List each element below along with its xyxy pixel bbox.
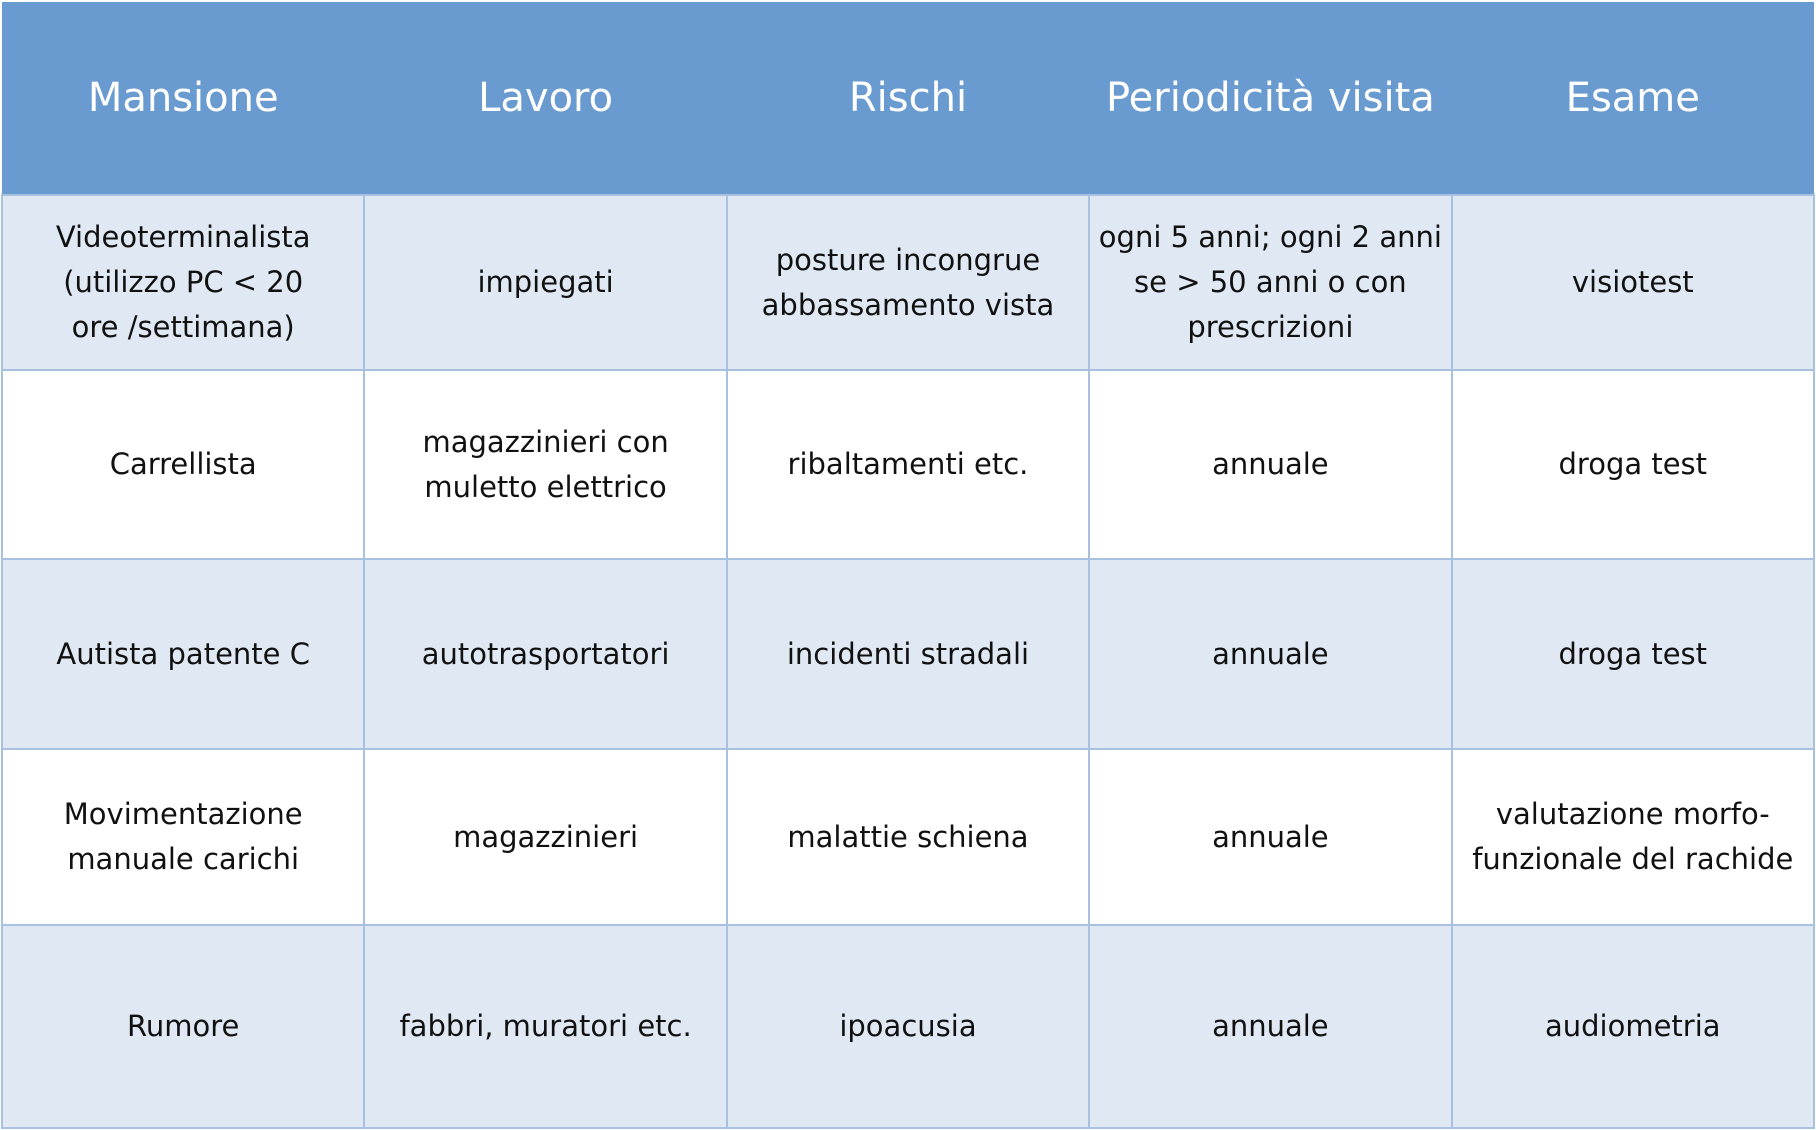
cell-periodicita: annuale xyxy=(1089,925,1451,1128)
cell-mansione: Movimentazione manuale carichi xyxy=(2,749,364,925)
cell-esame: audiometria xyxy=(1452,925,1814,1128)
cell-mansione: Carrellista xyxy=(2,370,364,559)
risk-table xyxy=(1,2,1815,1129)
cell-esame: droga test xyxy=(1452,559,1814,749)
cell-lavoro: magazzinieri xyxy=(364,749,726,925)
cell-rischi: ipoacusia xyxy=(727,925,1089,1128)
cell-lavoro: impiegati xyxy=(364,195,726,370)
cell-mansione: Autista patente C xyxy=(2,559,364,749)
cell-periodicita: ogni 5 anni; ogni 2 anni se > 50 anni o con prescrizioni xyxy=(1089,195,1451,370)
cell-rischi: ribaltamenti etc. xyxy=(727,370,1089,559)
cell-esame: valutazione morfo-funzionale del rachide xyxy=(1452,749,1814,925)
header-rischi: Rischi xyxy=(727,2,1089,195)
cell-lavoro: magazzinieri con muletto elettrico xyxy=(364,370,726,559)
cell-rischi: incidenti stradali xyxy=(727,559,1089,749)
cell-esame: visiotest xyxy=(1452,195,1814,370)
header-lavoro: Lavoro xyxy=(364,2,726,195)
header-periodicita: Periodicità visita xyxy=(1089,2,1451,195)
cell-rischi: malattie schiena xyxy=(727,749,1089,925)
header-row xyxy=(2,2,1814,195)
cell-rischi: posture incongrue abbassamento vista xyxy=(727,195,1089,370)
cell-periodicita: annuale xyxy=(1089,559,1451,749)
table-row xyxy=(2,370,1814,559)
cell-periodicita: annuale xyxy=(1089,749,1451,925)
table-row xyxy=(2,749,1814,925)
cell-lavoro: fabbri, muratori etc. xyxy=(364,925,726,1128)
cell-mansione: Rumore xyxy=(2,925,364,1128)
cell-mansione: Videoterminalista (utilizzo PC < 20 ore /settimana) xyxy=(2,195,364,370)
header-esame: Esame xyxy=(1452,2,1814,195)
table-row xyxy=(2,195,1814,370)
cell-lavoro: autotrasportatori xyxy=(364,559,726,749)
table-row xyxy=(2,925,1814,1128)
table-row xyxy=(2,559,1814,749)
cell-periodicita: annuale xyxy=(1089,370,1451,559)
cell-esame: droga test xyxy=(1452,370,1814,559)
header-mansione: Mansione xyxy=(2,2,364,195)
